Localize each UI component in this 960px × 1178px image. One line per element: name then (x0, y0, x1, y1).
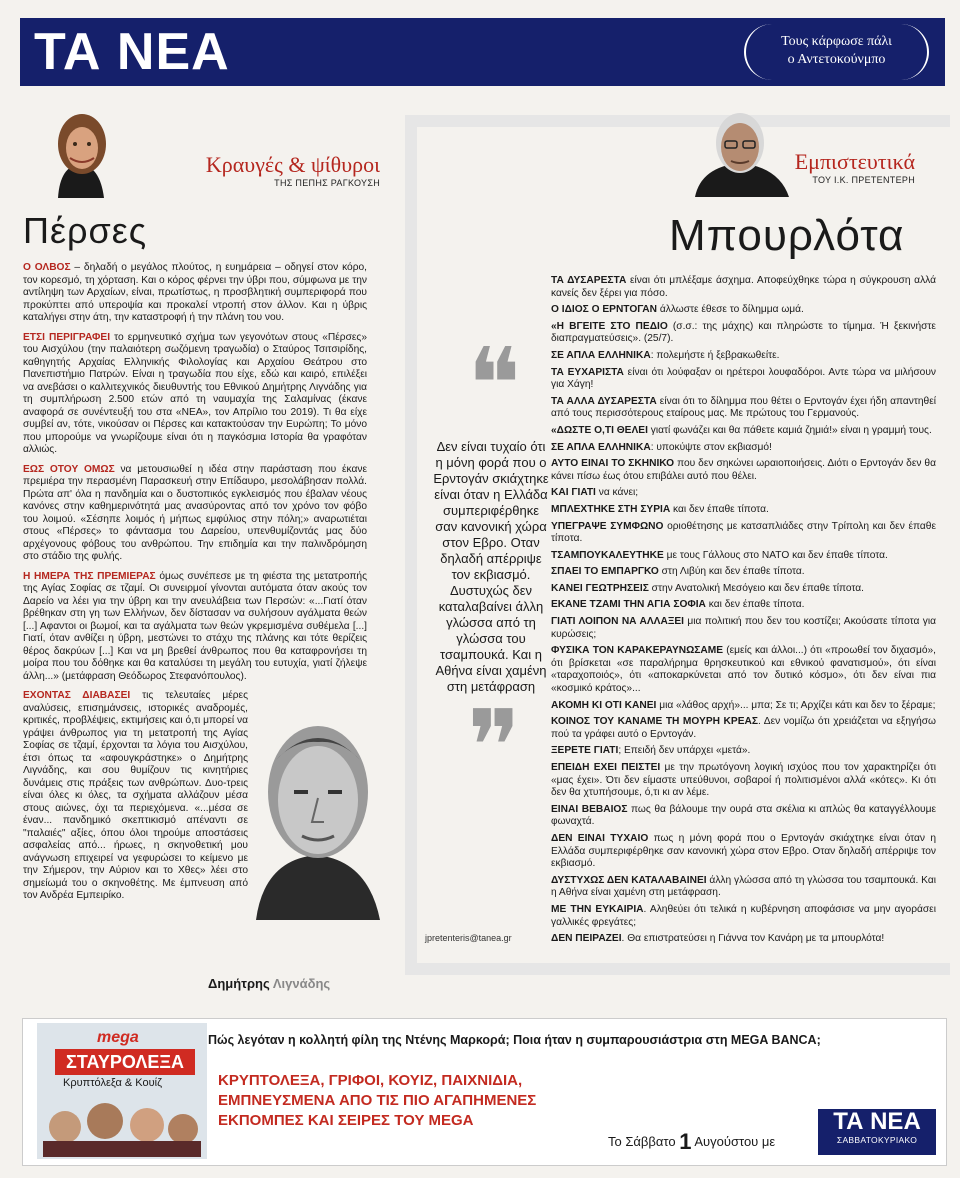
ad-logo-text: ΤΑ ΝΕΑ (833, 1108, 921, 1135)
item-lead: ΜΠΛΕΧΤΗΚΕ ΣΤΗ ΣΥΡΙΑ (551, 503, 671, 515)
item-paragraph (551, 396, 936, 421)
ad-question: Πώς λεγόταν η κολλητή φίλη της Ντένης Μαρκορά; Ποια ήταν η συμπαρουσιάστρια στη MEGA BANCA; (208, 1033, 821, 1047)
ad-brand-subtitle: Κρυπτόλεξα & Κουίζ (63, 1077, 162, 1089)
item-text: είναι ότι λούφαξαν οι ηρέτεροι λουφαδόροι. Αντε τώρα να μιλήσουν για Χάγη! (551, 366, 936, 391)
item-lead: ΚΑΙ ΓΙΑΤΙ (551, 487, 596, 499)
item-text: με την πρωτόγονη λογική ισχύος που τον χαρακτηρίζει ότι «μας έχει». Ότι δεν είμαστε υπεύθυνοι, σοβαροί ή πολιτισμένοι αλλά «κότες». Κι ότι δεν θα χτυπήσουμε, ό,τι κι αν λέμε. (551, 762, 936, 799)
item-lead: ΣΕ ΑΠΛΑ ΕΛΛΗΝΙΚΑ (551, 441, 651, 453)
item-lead: ΤΣΑΜΠΟΥΚΑΛΕΥΤΗΚΕ (551, 549, 664, 561)
item-lead: ΑΚΟΜΗ ΚΙ ΟΤΙ ΚΑΝΕΙ (551, 699, 657, 711)
item-paragraph (551, 583, 936, 596)
columnist-portrait-female (30, 106, 130, 198)
paragraph-text: – δηλαδή ο μεγάλος πλούτος, η ευημάρεια – οδηγεί στον κόρο, τον κορεσμό, τη χόρταση. Και ο κόρος φέρνει την ύβρι που, σύμφωνα με την αντίληψη των Αρχαίων, είναι, πρωτίστως, η προσβλητική συμπεριφορά που προκύπτει από υπεροψία και προκαλεί ντροπή στον άλλον. Και η ύβρις καταλήγει στην άτη, την καταστροφή ή την πλάνη του νου. (23, 262, 367, 323)
article-body (551, 275, 936, 950)
masthead (20, 18, 945, 86)
paragraph (23, 332, 367, 457)
item-lead: Ο ΙΔΙΟΣ Ο ΕΡΝΤΟΓΑΝ (551, 304, 657, 316)
paragraph (23, 464, 367, 564)
item-paragraph (551, 875, 936, 900)
paragraph-text: το ερμηνευτικό σχήμα των γεγονότων στους «Πέρσες» του Αισχύλου (την παλαιότερη σωζόμενη τραγωδία) ο Σταύρος Τσιτσιρίδης, καθηγητής Αρχαίας Ελληνικής Φιλολογίας και Αρχαίου Θεάτρου στο Πανεπιστήμιο Πατρών. Είναι η τραγωδία που είχε, εδώ και καιρό, επιλέξει να ανεβάσει ο καλλιτεχνικός διευθυντής του Εθνικού Δημήτρης Λιγνάδης για τη συμπλήρωση 2.500 ετών από τη ναυμαχία της Σαλαμίνας (έκανε αναφορά σε συνέντευξή του στα «ΝΕΑ», τον Απρίλιο του 2019). Τι θα είχε συμβεί αν, τότε, νικούσαν οι Πέρσες και κατακτούσαν την Ευρώπη; Το μόνο που μπορούμε να γνωρίζουμε είναι ότι η παγκόσμια Ιστορία θα γραφόταν αλλιώς. (23, 331, 367, 455)
pull-quote-text: Δεν είναι τυχαίο ότι η μόνη φορά που ο Ερντογάν σκιάχτηκε είναι όταν η Ελλάδα συμπεριφέρθηκε σαν κανονική χώρα στον Εβρο. Οταν δηλαδή απέρριψε τον εκβιασμό. Δυστυχώς δεν καταλαβαίνει άλλη γλώσσα από τη γλώσσα του τσαμπουκά. Και η Αθήνα είναι χαμένη στη μετάφραση (433, 439, 549, 694)
item-lead: ΔΕΝ ΕΙΝΑΙ ΤΥΧΑΙΟ (551, 832, 649, 844)
item-lead: ΦΥΣΙΚΑ ΤΟΝ ΚΑΡΑΚΕΡΑΥΝΩΣΑΜΕ (551, 645, 724, 657)
item-lead: «ΔΩΣΤΕ Ο,ΤΙ ΘΕΛΕΙ (551, 424, 648, 436)
item-lead: ΣΠΑΕΙ ΤΟ ΕΜΠΑΡΓΚΟ (551, 566, 659, 578)
item-lead: ΣΕ ΑΠΛΑ ΕΛΛΗΝΙΚΑ (551, 349, 651, 361)
ad-brand: ΣΤΑΥΡΟΛΕΞΑ (55, 1049, 195, 1075)
paragraph-lead: ΕΤΣΙ ΠΕΡΙΓΡΑΦΕΙ (23, 331, 111, 343)
close-quote-icon: ❞ (467, 688, 515, 805)
newspaper-logo: ΤΑ ΝΕΑ (34, 23, 230, 81)
item-lead: «Η ΒΓΕΙΤΕ ΣΤΟ ΠΕΔΙΟ (551, 320, 668, 332)
left-column-header (130, 152, 380, 188)
item-paragraph (551, 762, 936, 800)
mega-logo: mega (97, 1029, 139, 1046)
byline: ΤΗΣ ΠΕΠΗΣ ΡΑΓΚΟΥΣΗ (274, 178, 380, 188)
item-lead: ΤΑ ΕΥΧΑΡΙΣΤΑ (551, 366, 624, 378)
item-paragraph (551, 566, 936, 579)
paragraph (23, 262, 367, 325)
ad-date-prefix: Το Σάββατο (608, 1134, 676, 1149)
open-quote-icon: ❝ (467, 326, 515, 443)
paragraph-text: όμως συνέπεσε με τη φιέστα της μετατροπής της Αγίας Σοφίας σε τζαμί. Οι συνειρμοί γίνονται αυτόματα όταν ακούς τον Δαρείο να λέει για την ύβρη και την ανευλάβεια των Περσών: «...Γιατί όταν βρέθηκαν στη γη των Ελλήνων, δεν δίστασαν να συλήσουν αγάλματα θεών [...] Αφαντοι οι βωμοί, και τα αγάλματα των θεών γκρεμισμένα συθέμελα [...] Γιατί, όταν ανθίζει η ύβρη, μεστώνει το στάχυ της πλάνης και τότε θερίζεις θέρος δακρύων [...] Και να μη βρεθεί άνθρωπος που θα καταφρονήσει τη μοίρα που του δόθηκε και θα καταλύσει τη μεγάλη του ευτυχία, γιατί ζήλεψε άλλη...» (μετάφραση Θεόδωρος Στεφανόπουλος). (23, 570, 367, 682)
ad-date-number: 1 (679, 1129, 692, 1154)
item-text: μια πολιτική που δεν του κοστίζει; Ακούσατε τίποτα για κυρώσεις; (551, 616, 936, 640)
item-paragraph (551, 304, 936, 317)
paragraph-lead: ΕΧΟΝΤΑΣ ΔΙΑΒΑΣΕΙ (23, 690, 131, 701)
item-lead: ΑΥΤΟ ΕΙΝΑΙ ΤΟ ΣΚΗΝΙΚΟ (551, 458, 675, 470)
paragraph-lead: ΕΩΣ ΟΤΟΥ ΟΜΩΣ (23, 463, 115, 475)
paragraph-text: να μετουσιωθεί η ιδέα στην παράσταση που έκανε πρεμιέρα την περασμένη Παρασκευή στην Επίδαυρο, μεσολάβησαν πολλά. Πρώτα απ' όλα η πανδημία και ο δυστοπικός εγκλεισμός που έβαλαν νέους κανόνες στην καθημερινότητά μας ανασύροντας από τον χρόνο τον φόβο του λοιμού. «Σέσηπε λοιμός ή μήπως εμφύλιος στην πόλη;» αναρωτιέται στους «Πέρσες» το φάντασμα του Δαρείου, υπενθυμίζοντάς μας δύο αρχέγονους φόβους του ανθρώπου. Την επιδημία και την παλινδρόμηση στο στάδιο της φυλής. (23, 463, 367, 562)
item-text: πως η μόνη φορά που ο Ερντογάν σκιάχτηκε είναι όταν η Ελλάδα συμπεριφέρθηκε σαν κανονική χώρα στον Εβρο. Οταν δηλαδή απέρριψε τον εκβιασμό. (551, 832, 936, 870)
item-text: με τους Γάλλους στο ΝΑΤΟ και δεν έπαθε τίποτα. (663, 549, 888, 561)
item-text: γιατί φωνάζει και θα πάθετε καμιά ζημιά!» είναι η γραμμή τους. (647, 424, 932, 436)
item-text: (εμείς και άλλοι...) ότι «προωθεί τον διχασμό», ότι βρίσκεται «σε παραλήρημα θρησκευτικού και εθνικού φανατισμού», ότι είναι «ταραχοποιός», ότι «αποκαρκύνεται από τον δυτικό κόσμο», ότι δεν είναι πια «κοσμικό κράτος»... (551, 645, 936, 695)
item-text: μια «λάθος αρχή»... μπα; Σε τι; Αρχίζει κάτι και δεν το ξέραμε; (656, 699, 936, 711)
byline: ΤΟΥ Ι.Κ. ΠΡΕΤΕΝΤΕΡΗ (812, 175, 915, 185)
subject-photo (246, 710, 386, 920)
column-title: Κραυγές & ψίθυροι (205, 152, 380, 177)
item-paragraph (551, 350, 936, 363)
item-lead: ΞΕΡΕΤΕ ΓΙΑΤΙ (551, 745, 619, 757)
item-paragraph (551, 425, 936, 438)
item-lead: ΜΕ ΤΗΝ ΕΥΚΑΙΡΙΑ (551, 903, 644, 915)
item-lead: ΕΙΝΑΙ ΒΕΒΑΙΟΣ (551, 803, 628, 815)
item-paragraph (551, 645, 936, 695)
item-text: : υποκύψτε στον εκβιασμό! (650, 441, 772, 453)
item-text: άλλη γλώσσα από τη γλώσσα του τσαμπουκά. Και η Αθήνα είναι χαμένη στη μετάφραση. (551, 874, 936, 899)
item-paragraph (551, 504, 936, 517)
ad-headline-line: ΕΜΠΝΕΥΣΜΕΝΑ ΑΠΟ ΤΙΣ ΠΙΟ ΑΓΑΠΗΜΕΝΕΣ (218, 1092, 537, 1109)
item-paragraph (551, 616, 936, 641)
item-paragraph (551, 716, 936, 741)
ad-headline (218, 1071, 638, 1131)
ad-newspaper-logo (818, 1109, 936, 1155)
advertisement-banner[interactable] (22, 1018, 947, 1166)
ad-headline-line: ΕΚΠΟΜΠΕΣ ΚΑΙ ΣΕΙΡΕΣ ΤΟΥ MEGA (218, 1112, 474, 1129)
item-text: . Θα επιστρατεύσει η Γιάννα τον Κανάρη με τα μπουρλότα! (621, 933, 885, 945)
item-lead: ΔΥΣΤΥΧΩΣ ΔΕΝ ΚΑΤΑΛΑΒΑΙΝΕΙ (551, 874, 707, 886)
paragraph-lead: Η ΗΜΕΡΑ ΤΗΣ ΠΡΕΜΙΕΡΑΣ (23, 570, 156, 582)
column-title: Εμπιστευτικά (794, 149, 915, 174)
item-lead: ΥΠΕΓΡΑΨΕ ΣΥΜΦΩΝΟ (551, 520, 664, 532)
item-text: (σ.σ.: της μάχης) και πληρώστε το τίμημα. Ή ξεκινήστε διαπραγματεύσεις». (25/7). (551, 320, 936, 345)
masthead-teaser[interactable] (744, 24, 929, 80)
right-column (405, 115, 945, 975)
right-column-header (735, 149, 915, 185)
item-paragraph (551, 700, 936, 713)
item-paragraph (551, 487, 936, 500)
item-lead: ΕΚΑΝΕ ΤΖΑΜΙ ΤΗΝ ΑΓΙΑ ΣΟΦΙΑ (551, 599, 706, 611)
item-text: και δεν έπαθε τίποτα. (705, 599, 805, 611)
item-paragraph (551, 599, 936, 612)
item-text: και δεν έπαθε τίποτα. (670, 503, 769, 515)
item-text: στην Ανατολική Μεσόγειο και δεν έπαθε τίποτα. (648, 582, 865, 594)
paragraph (23, 571, 367, 684)
item-paragraph (551, 275, 936, 300)
item-text: στη Λιβύη και δεν έπαθε τίποτα. (658, 566, 805, 578)
ad-graphic (37, 1023, 207, 1159)
paragraph-lead: Ο ΟΛΒΟΣ (23, 262, 71, 273)
item-paragraph (551, 904, 936, 929)
item-text: να κάνει; (595, 487, 639, 499)
ad-headline-line: ΚΡΥΠΤΟΛΕΞΑ, ΓΡΙΦΟΙ, ΚΟΥΙΖ, ΠΑΙΧΝΙΔΙΑ, (218, 1072, 523, 1089)
item-text: οριοθέτησης με κατσαπλιάδες στην Τρίπολη και δεν έπαθε τίποτα. (551, 520, 936, 545)
paragraph-text: τις τελευταίες μέρες αναλύσεις, επισημάνσεις, ιστορικές αναδρομές, κριτικές, προβλέψεις, εκτιμήσεις και ό,τι μπορεί να γράψει άνθρωπος για τη μετατροπή της Αγίας Σοφίας σε τζαμί, έρχονται τα λόγια του Αισχύλου, έτσι όπως τα «αφουγκράστηκε» ο Δημήτρης Λιγνάδης, και σου θυμίζουν τις κινητήριες δυνάμεις στις πράξεις των ανθρώπων. Δυο-τρεις είναι όλες κι όλες, τα σχήματα αλλάζουν μέσα στους αιώνες, όχι τα περιεχόμενα. «...μέσα σε έναν... πανδημικό σκεπτικισμό απέναντι σε "παλαιές" αξίες, όπου όλοι τηρούμε αποστάσεις ασφαλείας από... ήρωες, η σκηνοθετική μου ανάγνωση επιχειρεί να γεφυρώσει το κείμενο με την Σήμερον, την Αύριον και το Χθες» λέει στο σημείωμά του ο σκηνοθέτης. Με έμπνευση από τον Ανδρέα Εμπειρίκο. (23, 690, 248, 901)
item-paragraph (551, 804, 936, 829)
item-paragraph (551, 521, 936, 546)
ad-people-image (43, 1095, 201, 1157)
item-paragraph (551, 367, 936, 392)
item-lead: ΕΠΕΙΔΗ ΕΧΕΙ ΠΕΙΣΤΕΙ (551, 762, 661, 773)
item-lead: ΓΙΑΤΙ ΛΟΙΠΟΝ ΝΑ ΑΛΛΑΞΕΙ (551, 616, 685, 628)
item-text: . Αληθεύει ότι τελικά η κυβέρνηση αποφάσισε να μην αγοράσει γαλλικές φρεγάτες; (551, 903, 936, 928)
teaser-line-2: ο Αντετοκούνμπο (787, 52, 886, 67)
item-lead: ΤΑ ΑΛΛΑ ΔΥΣΑΡΕΣΤΑ (551, 395, 657, 407)
item-paragraph (551, 833, 936, 871)
item-paragraph (551, 933, 936, 946)
item-text: : πολεμήστε ή ξεβρακωθείτε. (650, 349, 780, 361)
caption-last-name: Λιγνάδης (272, 976, 331, 991)
item-lead: ΚΑΝΕΙ ΓΕΩΤΡΗΣΕΙΣ (551, 582, 649, 594)
item-lead: ΔΕΝ ΠΕΙΡΑΖΕΙ (551, 933, 622, 945)
item-paragraph (551, 442, 936, 455)
pull-quote (433, 326, 549, 805)
item-text: πως θα βάλουμε την ουρά στα σκέλια κι απλώς θα καταγγέλλουμε φωναχτά. (551, 803, 936, 828)
item-text: που δεν σηκώνει ωραιοποιήσεις. Διότι ο Ερντογάν δεν θα κάνει πίσω έως ότου επιβάλει αυτό που θέλει. (551, 458, 936, 482)
item-paragraph (551, 745, 936, 758)
item-text: ; Επειδή δεν υπάρχει «μετά». (618, 745, 751, 757)
item-paragraph (551, 550, 936, 563)
paragraph (23, 690, 248, 903)
item-text: είναι ότι το δίλημμα που θέτει ο Ερντογάν έχει ήδη απαντηθεί από τους περισσότερους εταίρους μας. Με πρώτους του Γερμανούς. (551, 395, 936, 420)
ad-date (608, 1129, 775, 1155)
photo-caption (208, 976, 330, 991)
item-paragraph (551, 458, 936, 483)
teaser-line-1: Τους κάρφωσε πάλι (781, 34, 892, 49)
article-headline: Πέρσες (23, 210, 148, 251)
item-lead: ΤΑ ΔΥΣΑΡΕΣΤΑ (551, 275, 627, 286)
caption-first-name: Δημήτρης (208, 976, 270, 991)
item-text: είναι ότι μπλέξαμε άσχημα. Αποφεύχθηκε τώρα η σύγκρουση αλλά κανείς δεν ξέρει για πόσο. (551, 275, 936, 299)
item-text: . Δεν νομίζω ότι χρειάζεται να εξηγήσω πού τα γράφει αυτό ο Ερντογάν. (551, 716, 936, 740)
ad-date-suffix: Αυγούστου με (694, 1134, 776, 1149)
ad-logo-subtitle: ΣΑΒΒΑΤΟΚΥΡΙΑΚΟ (836, 1135, 918, 1145)
item-text: άλλωστε έθεσε το δίλημμα ωμά. (657, 304, 804, 316)
item-lead: ΚΟΙΝΟΣ ΤΟΥ ΚΑΝΑΜΕ ΤΗ ΜΟΥΡΗ ΚΡΕΑΣ (551, 716, 758, 728)
author-email[interactable]: jpretenteris@tanea.gr (425, 933, 512, 943)
article-headline: Μπουρλότα (669, 211, 905, 260)
item-paragraph (551, 321, 936, 346)
